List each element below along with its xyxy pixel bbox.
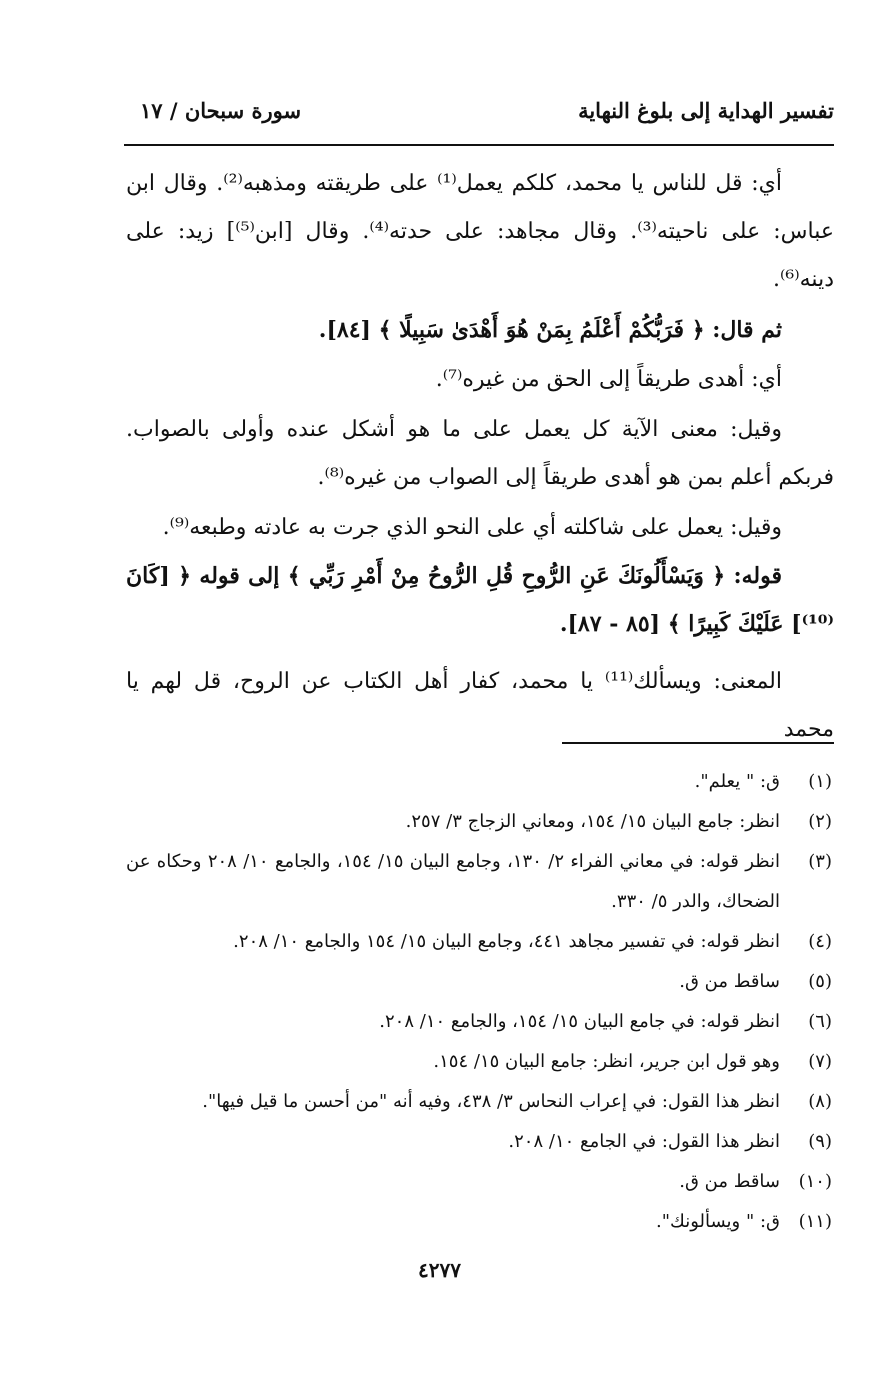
- book-title: تفسير الهداية إلى بلوغ النهاية: [578, 98, 834, 123]
- header-divider: [124, 144, 834, 146]
- footnote-item: [126, 1122, 834, 1162]
- footnote-divider: [562, 742, 834, 744]
- footnote-text: انظر هذا القول: في الجامع ١٠/ ٢٠٨.: [508, 1131, 780, 1152]
- footnote-number: (٩): [808, 1131, 832, 1152]
- footnote-item: [126, 842, 834, 922]
- main-text: [126, 160, 834, 754]
- paragraph-2-verse: ثم قال: ﴿ فَرَبُّكُمْ أَعْلَمُ بِمَنْ هُوَ أَهْدَىٰ سَبِيلًا ﴾ [٨٤].: [318, 317, 782, 343]
- paragraph-3: أي: أهدى طريقاً إلى الحق من غيره⁽⁷⁾.: [435, 367, 782, 392]
- footnote-text: انظر قوله: في معاني الفراء ٢/ ١٣٠، وجامع البيان ١٥/ ١٥٤، والجامع ١٠/ ٢٠٨ وحكاه عن الضحاك، والدر ٥/ ٣٣٠.: [126, 851, 780, 912]
- footnotes-list: [126, 762, 834, 1242]
- footnote-text: انظر قوله: في تفسير مجاهد ٤٤١، وجامع البيان ١٥/ ١٥٤ والجامع ١٠/ ٢٠٨.: [233, 931, 780, 952]
- footnote-text: انظر: جامع البيان ١٥/ ١٥٤، ومعاني الزجاج ٣/ ٢٥٧.: [405, 811, 780, 832]
- footnote-text: انظر قوله: في جامع البيان ١٥/ ١٥٤، والجامع ١٠/ ٢٠٨.: [379, 1011, 780, 1032]
- footnote-number: (٤): [808, 931, 832, 952]
- footnote-text: ساقط من ق.: [679, 971, 780, 992]
- running-header: [124, 94, 834, 130]
- footnote-number: (١): [808, 771, 832, 792]
- footnote-text: وهو قول ابن جرير، انظر: جامع البيان ١٥/ ١٥٤.: [433, 1051, 780, 1072]
- footnote-item: [126, 1002, 834, 1042]
- footnote-item: [126, 762, 834, 802]
- paragraph-7: المعنى: ويسألك⁽¹¹⁾ يا محمد، كفار أهل الكتاب عن الروح، قل لهم يا محمد: [126, 669, 834, 742]
- footnote-number: (٥): [808, 971, 832, 992]
- footnote-text: ق: " ويسألونك".: [656, 1211, 780, 1232]
- footnote-number: (٦): [808, 1011, 832, 1032]
- paragraph-4: وقيل: معنى الآية كل يعمل على ما هو أشكل عنده وأولى بالصواب. فربكم أعلم بمن هو أهدى طريقاً إلى الصواب من غيره⁽⁸⁾.: [126, 417, 834, 490]
- footnote-text: انظر هذا القول: في إعراب النحاس ٣/ ٤٣٨، وفيه أنه "من أحسن ما قيل فيها".: [202, 1091, 780, 1112]
- footnote-item: [126, 802, 834, 842]
- footnote-text: ساقط من ق.: [679, 1171, 780, 1192]
- footnote-number: (٧): [808, 1051, 832, 1072]
- footnote-number: (٢): [808, 811, 832, 832]
- footnote-number: (٣): [808, 851, 832, 872]
- page-number: ٤٢٧٧: [418, 1258, 461, 1282]
- footnote-text: ق: " يعلم".: [694, 771, 780, 792]
- footnote-number: (١٠): [798, 1171, 832, 1192]
- paragraph-6-verse: قوله: ﴿ وَيَسْأَلُونَكَ عَنِ الرُّوحِ قُلِ الرُّوحُ مِنْ أَمْرِ رَبِّي ﴾ إلى قوله ﴿ [كَانَ ⁽¹⁰⁾] عَلَيْكَ كَبِيرًا ﴾ [٨٥ - ٨٧].: [126, 563, 834, 637]
- paragraph-5: وقيل: يعمل على شاكلته أي على النحو الذي جرت به عادته وطبعه⁽⁹⁾.: [162, 515, 782, 540]
- footnote-number: (١١): [798, 1211, 832, 1232]
- footnote-item: [126, 962, 834, 1002]
- footnote-item: [126, 1202, 834, 1242]
- footnote-item: [126, 1042, 834, 1082]
- footnote-item: [126, 1162, 834, 1202]
- footnote-item: [126, 1082, 834, 1122]
- paragraph-1: أي: قل للناس يا محمد، كلكم يعمل⁽¹⁾ على طريقته ومذهبه⁽²⁾. وقال ابن عباس: على ناحيته⁽³⁾. وقال مجاهد: على حدته⁽⁴⁾. وقال [ابن⁽⁵⁾] زيد: على دينه⁽⁶⁾.: [126, 171, 835, 292]
- footnote-item: [126, 922, 834, 962]
- surah-page-label: سورة سبحان / ١٧: [140, 98, 302, 123]
- footnote-number: (٨): [808, 1091, 832, 1112]
